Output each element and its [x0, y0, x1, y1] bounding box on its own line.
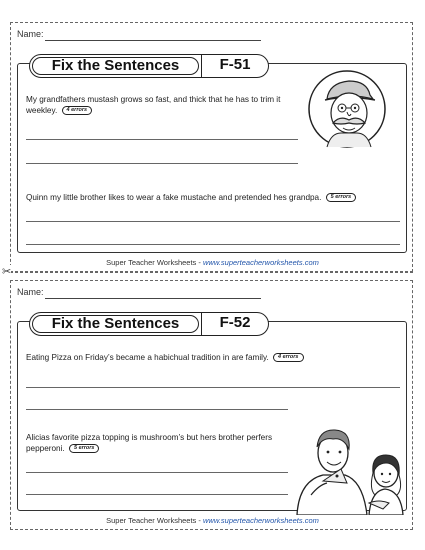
- cut-line: [10, 272, 413, 273]
- sentence-1-text: My grandfathers mustash grows so fast, and thick that he has to trim it weekley.: [26, 95, 281, 115]
- sentence-2-text: Alicias favorite pizza topping is mushroom’s but hers brother perfers pepperoni.: [26, 433, 273, 453]
- worksheet-title: Fix the Sentences: [32, 315, 199, 333]
- worksheet-code: F-52: [201, 313, 268, 335]
- error-count-badge: 4 errors: [62, 106, 93, 115]
- worksheet-code: F-51: [201, 55, 268, 77]
- writing-line[interactable]: [26, 494, 288, 495]
- footer-brand: Super Teacher Worksheets -: [106, 516, 203, 525]
- error-count-badge: 4 errors: [273, 353, 304, 362]
- footer-link[interactable]: www.superteacherworksheets.com: [202, 516, 319, 525]
- worksheet-title-box: [29, 312, 269, 336]
- writing-line[interactable]: [26, 409, 288, 410]
- sentence-1: [26, 94, 306, 116]
- worksheet-f52: [10, 280, 413, 530]
- name-label: Name:: [17, 29, 44, 39]
- worksheet-f51: [10, 22, 413, 272]
- sentence-1-text: Eating Pizza on Friday’s became a habichual tradition in are family.: [26, 353, 269, 362]
- sentence-2-text: Quinn my little brother likes to wear a fake mustache and pretended hes grandpa.: [26, 193, 322, 202]
- writing-line[interactable]: [26, 387, 400, 388]
- writing-line[interactable]: [26, 472, 288, 473]
- footer: [11, 516, 414, 525]
- father-daughter-pizza-illustration: [289, 423, 411, 515]
- name-label: Name:: [17, 287, 44, 297]
- scissors-icon: ✂: [2, 266, 12, 278]
- footer-brand: Super Teacher Worksheets -: [106, 258, 203, 267]
- writing-line[interactable]: [26, 221, 400, 222]
- writing-line[interactable]: [26, 244, 400, 245]
- grandpa-mustache-illustration: [307, 69, 387, 149]
- error-count-badge: 5 errors: [326, 193, 357, 202]
- footer-link[interactable]: www.superteacherworksheets.com: [202, 258, 319, 267]
- writing-line[interactable]: [26, 163, 298, 164]
- writing-line[interactable]: [26, 139, 298, 140]
- sentence-2: [26, 192, 404, 203]
- name-input-line[interactable]: [45, 40, 261, 41]
- error-count-badge: 5 errors: [69, 444, 100, 453]
- footer: [11, 258, 414, 267]
- sentence-2: [26, 432, 281, 454]
- worksheet-title-box: [29, 54, 269, 78]
- name-input-line[interactable]: [45, 298, 261, 299]
- sentence-1: [26, 352, 404, 363]
- worksheet-title: Fix the Sentences: [32, 57, 199, 75]
